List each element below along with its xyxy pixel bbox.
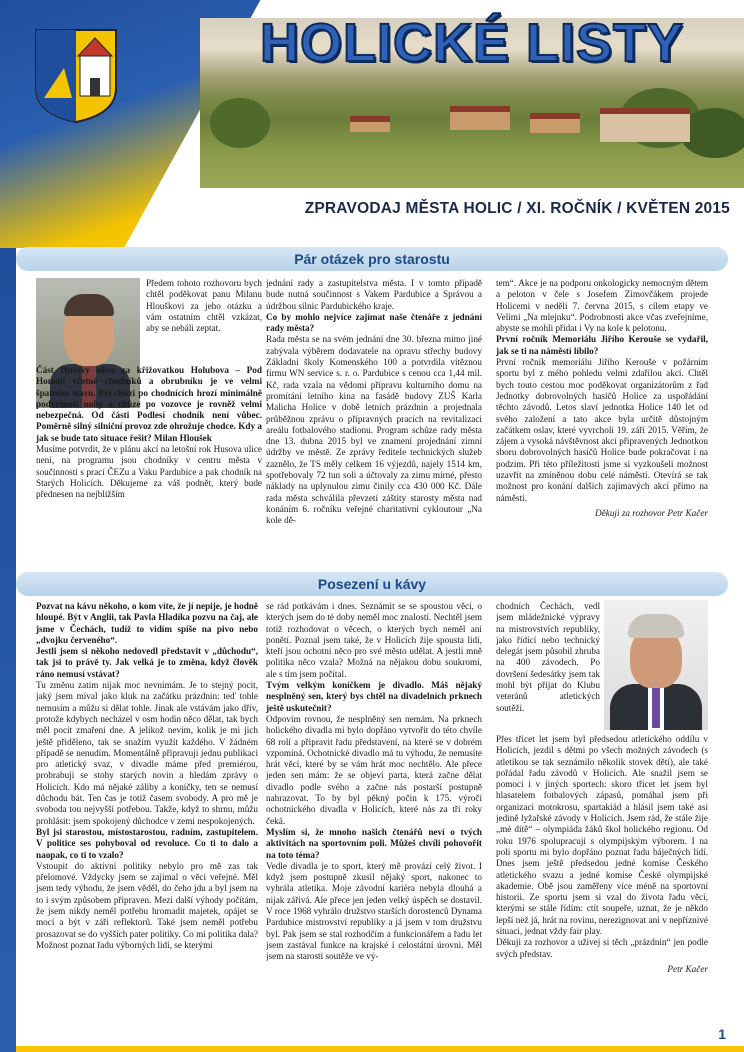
paragraph: chodních Čechách, vedl jsem mládežnické výpravy na mistrovstvích republiky, jako řídící nebo technický delegát jsem působil zhruba na 400 závodech. Po dovršení šedesátky jsem tak mohl být přijat do Klubu veteránů atletických soutěží. xyxy=(496,601,600,713)
masthead-title: HOLICKÉ LISTY xyxy=(259,13,684,73)
section-heading-band xyxy=(16,247,728,271)
section1-col1 xyxy=(36,365,262,558)
signature: Petr Kačer xyxy=(667,963,708,974)
paragraph: Odpovím rovnou, že nesplněný sen nemám. Na prknech holického divadla mi bylo dopřáno vytvořit do této chvíle 68 rolí a připravit řadu představení, na které se v dobrém vzpomíná. Ochotnické divadlo má tu výhodu, že nemusíte hrát věci, které by se vám hrát moc nechtělo. Ale přece jeden sen mám: že se objeví parta, která začne dělat divadlo podle svého a začne nás postarší postupně nahrazovat. To by byl pěkný počin k 175. výročí ochotnického divadla v Holicích, které nás za tři roky čeká. xyxy=(266,713,482,826)
signature: Děkuji za rozhovor Petr Kačer xyxy=(595,507,708,518)
masthead xyxy=(0,0,744,248)
section2-col2 xyxy=(266,601,482,1021)
section2-col3-top xyxy=(496,601,600,741)
section1-col2 xyxy=(266,278,482,564)
question: Tvým velkým koníčkem je divadlo. Máš nějaký nesplněný sen, který bys chtěl na divadelních prknech ještě uskutečnit? xyxy=(266,680,482,713)
section1-heading: Pár otázek pro starostu xyxy=(294,251,450,267)
reader-question: Část Husovy ulice za křižovatkou Holubova – Pod Homolí včetně chodníků a obrubníku je ve velmi špatném stavu. Při chůzi po chodnících hrozí minimálně podvrtnutí nohy a chůze po vozovce je rovněž velmi nebezpečná. Od části Podlesí chodník není vůbec. Poměrně silný silniční provoz zde ohrožuje chodce. Kdy a jak se bude tato situace řešit? Milan Hloušek xyxy=(36,365,262,443)
question: Co by mohlo nejvíce zajímat naše čtenáře z jednání rady města? xyxy=(266,311,482,334)
question: První ročník Memoriálu Jiřího Kerouše se vydařil, jak se ti na náměstí líbilo? xyxy=(496,334,708,356)
paragraph: jednání rady a zastupitelstva města. I v tomto případě bude nutná součinnost s Vakem Pardubice a Správou a údržbou silnic Pardubického kraje. xyxy=(266,278,482,311)
left-blue-bar xyxy=(0,248,16,1052)
question: Myslím si, že mnoho našich čtenářů neví o tvých aktivitách na sportovním poli. Můžeš chvíli pohovořit na toto téma? xyxy=(266,826,482,860)
page-number: 1 xyxy=(718,1026,726,1042)
town-crest-icon xyxy=(34,28,118,124)
section1-col3 xyxy=(496,278,708,564)
paragraph: Musíme potvrdit, že v plánu akcí na letošní rok Husova ulice není, na programu jsou chodníky v centru města v součinnosti s prací ČEZu a Vaku Pardubice a pak chodník na Starých Holicích. Děkujeme za váš podnět, který bude přednesen na nejbližším xyxy=(36,444,262,500)
section2-col1 xyxy=(36,601,258,1021)
paragraph: Tu změnu zatím nijak moc nevnímám. Je to stejný pocit, jaký jsem míval jako kluk na začátku prázdnin: teď tohle nemusím a můžu si dělat tohle. Jinak ale vstávám jako dřív, protože kdybych necházel v osm hodin něco dělat, tak bych měl pocit zmaření dne. A jelikož nevím, kolik je mi jich ještě přiděleno, tak se snažím využít každého. V žádném případě se nenudím. Momentálně připravuji jednu publikaci pro atletický svaz, v divadle máme před premiérou, probrabuji se stohy starých novin a hledám zprávy o Holicích. Kdo má nějaké záliby a koníčky, ten se nemusí důchodu bát. Ten čas je totiž časem svobody. A pro mě je svoboda tou nejvyšší potřebou. Takže, když to shrnu, můžu prohlásit: jsem spokojený důchodce v zemi nespokojených. xyxy=(36,680,258,826)
paragraph: Rada města se na svém jednání dne 30. března mimo jiné zabývala výběrem dodavatele na opravu střechy budovy Základní školy Komenského 100 a potvrdila vítěznou firmu WN service s. r. o. Pardubice s cenou cca 1,44 mil. Kč, rada vzala na vědomí přípravu kulturního domu na promítání letního kina na fasádě budovy ZUŠ Karla Malicha Holice v době letních prázdnin a projednala průběžnou zprávu o přípravných pracích na revitalizaci areálu fotbalového stadionu. Program schůze rady města dne 13. dubna 2015 byl ve znamení projednání zimní údržby ve městě. Ze zprávy ředitele technických služeb zaznělo, že TS měly celkem 16 výjezdů, najely 1514 km, spotřebovaly 72 tun soli a účtovaly za zimu mírné, přesto náklady na uplynulou zimu činily cca 430 000 Kč. Dále rada města schválila převzetí záštity starosty města nad konáním 6. ročníku veřejné charitativní cykloutour „Na kole dě- xyxy=(266,334,482,526)
masthead-subtitle: ZPRAVODAJ MĚSTA HOLIC / XI. ROČNÍK / KVĚTEN 2015 xyxy=(304,200,730,217)
paragraph: Předem tohoto rozhovoru bych chtěl poděkovat panu Milanu Hlouškovi za jeho otázku a vám ostatním chtěl vzkázat, aby se nebáli zeptat. xyxy=(146,278,262,334)
section2-heading: Posezení u kávy xyxy=(317,576,427,592)
section2-col3 xyxy=(496,734,708,1020)
paragraph: Vedle divadla je to sport, který mě provází celý život. I když jsem postupně zkusil nějaký sport, nakonec to vyhrála atletika. Moje závodní kariéra nebyla dlouhá a nijak zářivá. Ale přece jen jeden velký úspěch se dostavil. V roce 1968 vyhrálo družstvo starších dorostenců Dynama Pardubice mistrovství republiky a já jsem v tom družstvu byl. Pak jsem se stal rozhodčím a funkcionářem a řadu let jsem zastával funkce na krajské i celostátní úrovni. Měl jsem na starosti soutěže ve vý- xyxy=(266,860,482,962)
guest-portrait xyxy=(604,600,708,730)
paragraph: Děkuji za rozhovor a užívej si těch „prázdnin“ jen podle svých představ. xyxy=(496,937,708,959)
question: Byl jsi starostou, místostarostou, radním, zastupitelem. V politice ses pohyboval od revoluce. Co ti to dalo a naopak, co ti to vzalo? xyxy=(36,826,258,860)
paragraph: Vstoupit do aktivní politiky nebylo pro mě zas tak přelomové. Vždycky jsem se zajímal o věci veřejné. Měl jsem tedy výhodu, že jsem věděl, do čeho jdu a byl jsem na to i svým způsobem připraven. Mezi další výhody počítám, že jsem nikdy neměl potřebu hromadit majetek, opájet se mocí a být v záři reflektorů. Také jsem neměl potřebu prosazovat se do vyšších pater politiky. Co mi politika dala? Možnost poznat řadu výborných lidí, se kterými xyxy=(36,860,258,950)
paragraph: Přes třicet let jsem byl předsedou atletického oddílu v Holicích, jezdil s dětmi po všech možných závodech (s atletikou se tak seznámilo několik stovek dětí), ale také pořádal řadu závodů v Holicích. Ale snažil jsem se pomoci i v jiných sportech: skoro třicet let jsem byl hlasatelem fotbalových zápasů, pomáhal jsem při organizaci motokrosu, spartakiád a hlásil jsem také asi jedině lyžařské závody v Holicích. Jsem rád, že stále žije „mé dítě“ – olympiáda žáků škol holického regionu. Od roku 1976 spolupracuji s olympijským výborem. I na poli sportu mi bylo dopřáno poznat řadu báječných lidí. Dnes jsem ještě předsedou jedné komise Českého atletického svazu a jedné komise České olympijské akademie. Obě jsou zaměřeny více méně na sportovní historii. Ze sportu jsem si vzal do života řadu věcí, kterými se stále řídím: ctít soupeře, uznat, že je někdo lepší než já, hrát na rovinu, nerezignovat ani v nepříznivé situaci, jednat vždy fair play. xyxy=(496,734,708,937)
bottom-yellow-bar xyxy=(16,1046,744,1052)
question: Jestli jsem si někoho nedovedl představit v „důchodu“, tak jsi to právě ty. Jak velká je to změna, když člověk ráno nemusí vstávat? xyxy=(36,646,258,679)
section-heading-band xyxy=(16,572,728,596)
paragraph: se rád potkávám i dnes. Seznámit se se spoustou věcí, o kterých jsem do té doby neměl moc znalostí. Nechtěl jsem totiž rozhodovat o věcech, o kterých bych neměl ani ponětí. Poznal jsem také, že v Holicích žije spousta lidí, kteří jsou ochotni něco pro své město udělat. A jestli mně politika něco vzala? Možná na nějakou dobu soukromí, ale s tím jsem počítal. xyxy=(266,601,482,679)
question: Pozvat na kávu někoho, o kom víte, že jí nepije, je hodně hloupé. Být v Anglii, tak Pavla Hladíka pozvu na čaj, ale jsme v Čechách, tudíž to vidím spíše na pivo nebo „dvojku červeného“. xyxy=(36,601,258,645)
paragraph: První ročník memoriálu Jiřího Kerouše v požárním sportu byl z mého pohledu velmi zdařilou akcí. Chtěl bych touto cestou moc poděkovat organizátorům z řad Jednotky dobrovolných hasičů Holice za uspořádání těchto závodů. Letos slaví jednotka Holice 140 let od svého založení a tato akce byla určitě důstojným začátkem oslav, které vyvrcholí 19. září 2015. Věřím, že zájem a vysoká návštěvnost akcí připravených Jednotkou sboru dobrovolných hasičů Holice bude pokračovat i na podzim. Při této příležitosti jsme si vyzkoušeli možnost uzavřít na zmíněnou dobu celé náměstí. Otevírá se tak možnost pro konání dalších zajímavých akcí přímo na náměstí. xyxy=(496,357,708,503)
paragraph: tem“. Akce je na podporu onkologicky nemocným dětem a peloton v čele s Josefem Zimovčákem projede Holicemi v neděli 7. června 2015, s cílem etapy ve Velimi „Na mlejnku“. Podrobnosti akce včas zveřejníme, abyste se mohli přidat i Vy na kole k pelotonu. xyxy=(496,278,708,334)
